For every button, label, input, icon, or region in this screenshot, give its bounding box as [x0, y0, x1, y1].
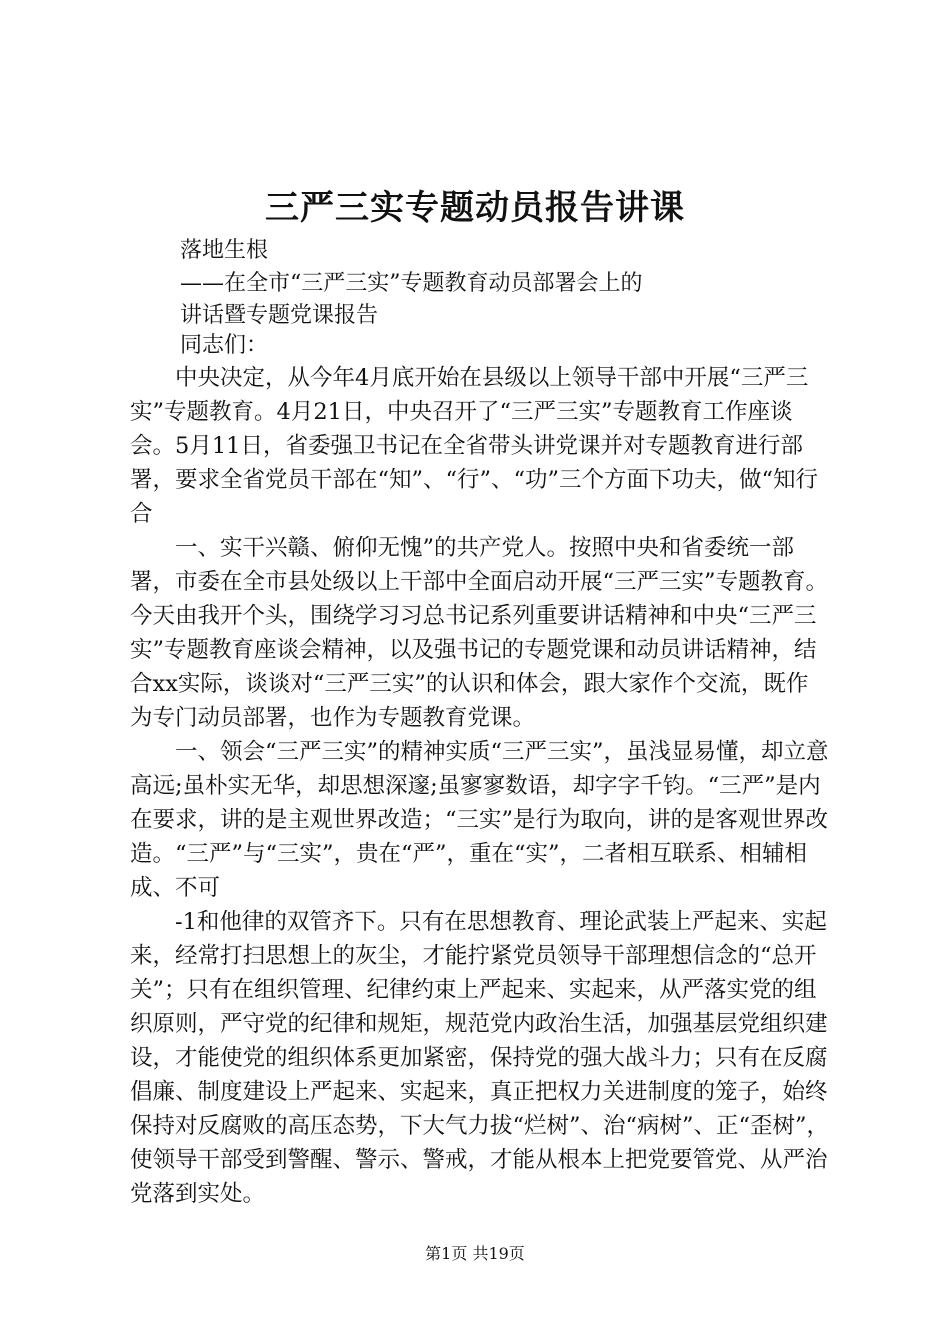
document-title: 三严三实专题动员报告讲课	[265, 188, 685, 228]
paragraph: 中央决定，从今年4月底开始在县级以上领导干部中开展“三严三实”专题教育。4月21日，中央召开了“三严三实”专题教育工作座谈会。5月11日，省委强卫书记在全省带头讲党课并对专题教育进行部署，要求全省党员干部在“知”、“行”、“功”三个方面下功夫，做“知行合	[130, 365, 819, 527]
paragraph: 一、领会“三严三实”的精神实质“三严三实”，虽浅显易懂，却立意高远;虽朴实无华，却思想深邃;虽寥寥数语，却字字千钧。“三严”是内在要求，讲的是主观世界改造；“三实”是行为取向，讲的是客观世界改造。“三严”与“三实”，贵在“严”，重在“实”，二者相互联系、相辅相成、不可	[130, 739, 829, 901]
greeting: 同志们：	[180, 333, 269, 358]
subtitle-line-3: 讲话暨专题党课报告	[180, 303, 379, 328]
page-footer: 第1页 共19页	[425, 1244, 525, 1263]
body-text	[130, 361, 830, 1211]
paragraph: -1和他律的双管齐下。只有在思想教育、理论武装上严起来、实起来，经常打扫思想上的灰尘，才能拧紧党员领导干部理想信念的“总开关”；只有在组织管理、纪律约束上严起来、实起来，从严落实党的组织原则，严守党的纪律和规矩，规范党内政治生活，加强基层党组织建设，才能使党的组织体系更加紧密，保持党的强大战斗力；只有在反腐倡廉、制度建设上严起来、实起来，真正把权力关进制度的笼子，始终保持对反腐败的高压态势，下大气力拔“烂树”、治“病树”、正“歪树”，使领导干部受到警醒、警示、警戒，才能从根本上把党要管党、从严治党落到实处。	[130, 909, 830, 1207]
subtitle-line-1: 落地生根	[180, 238, 269, 263]
paragraph: 一、实干兴赣、俯仰无愧”的共产党人。按照中央和省委统一部署，市委在全市县处级以上干部中全面启动开展“三严三实”专题教育。今天由我开个头，围绕学习习总书记系列重要讲话精神和中央“三严三实”专题教育座谈会精神，以及强书记的专题党课和动员讲话精神，结合xx实际，谈谈对“三严三实”的认识和体会，跟大家作个交流，既作为专门动员部署，也作为专题教育党课。	[130, 535, 829, 731]
subtitle-line-2: ——在全市“三严三实”专题教育动员部署会上的	[180, 271, 643, 296]
